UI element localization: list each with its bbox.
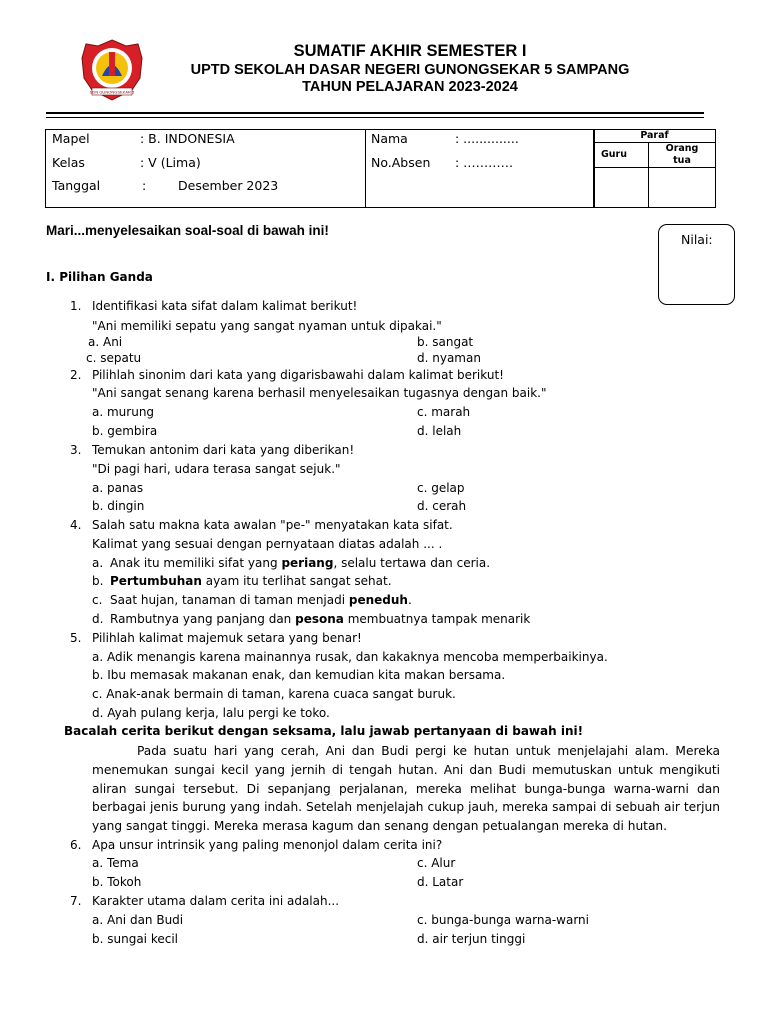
q7-option-a: a. Ani dan Budi <box>92 913 184 927</box>
noabsen-label: No.Absen <box>371 155 431 170</box>
q4-option-d-pre: Rambutnya yang panjang dan <box>110 612 296 626</box>
school-name: UPTD SEKOLAH DASAR NEGERI GUNONGSEKAR 5 SAMPANG <box>190 62 630 78</box>
story-paragraph: Pada suatu hari yang cerah, Ani dan Budi pergi ke hutan untuk menjelajahi alam. Mereka menemukan sungai kecil yang jernih di tengah hutan. Ani dan Budi memutuskan untuk mengikuti aliran sungai tersebut. Di sepanjang perjalanan, mereka melihat bunga-bunga warna-warni dan berbagai jenis burung yang indah. Setelah menjelajah cukup jauh, mereka sampai di sebuah air terjun yang sangat tinggi. Mereka merasa kagum dan senang dengan petualangan mereka di hutan. <box>92 744 720 834</box>
q5-option-d: d. Ayah pulang kerja, lalu pergi ke toko. <box>92 706 330 720</box>
q1-text: Identifikasi kata sifat dalam kalimat berikut! <box>92 299 358 313</box>
q5-number: 5. <box>70 631 82 645</box>
q2-option-c: c. marah <box>417 405 471 419</box>
q1-option-a: a. Ani <box>88 335 123 349</box>
q3-quote: "Di pagi hari, udara terasa sangat sejuk." <box>92 462 341 476</box>
q6-option-c: c. Alur <box>417 856 456 870</box>
q4-option-d <box>110 612 530 626</box>
mapel-label: Mapel <box>52 131 90 146</box>
q4-option-d-post: membuatnya tampak menarik <box>343 612 531 626</box>
paraf-guru: Guru <box>600 149 627 160</box>
nama-label: Nama <box>371 131 408 146</box>
logo-banner-text: SDN GUNONGSEKAR 5 <box>89 89 135 95</box>
paraf-header: Paraf <box>640 130 669 141</box>
q4-option-b-post: ayam itu terlihat sangat sehat. <box>201 574 392 588</box>
q4-option-d-letter: d. <box>92 612 104 626</box>
paraf-row-line <box>594 167 715 168</box>
paraf-tua: tua <box>673 155 691 166</box>
reading-instruction: Bacalah cerita berikut dengan seksama, lalu jawab pertanyaan di bawah ini! <box>64 724 584 738</box>
tanggal-value: Desember 2023 <box>178 178 279 193</box>
tanggal-colon: : <box>142 178 147 193</box>
q4-option-a-pre: Anak itu memiliki sifat yang <box>110 556 282 570</box>
q4-option-c-bold: peneduh <box>348 593 408 607</box>
q7-option-c: c. bunga-bunga warna-warni <box>417 913 589 927</box>
kelas-label: Kelas <box>52 155 85 170</box>
kelas-value: : V (Lima) <box>140 155 201 170</box>
q7-text: Karakter utama dalam cerita ini adalah... <box>92 894 340 908</box>
q5-option-b: b. Ibu memasak makanan enak, dan kemudian kita makan bersama. <box>92 668 506 682</box>
q3-number: 3. <box>70 443 82 457</box>
q4-option-c <box>110 593 412 607</box>
q2-text: Pilihlah sinonim dari kata yang digarisbawahi dalam kalimat berikut! <box>92 368 504 382</box>
q3-option-b: b. dingin <box>92 499 145 513</box>
q4-option-c-letter: c. <box>92 593 103 607</box>
q6-option-b: b. Tokoh <box>92 875 142 889</box>
q4-option-a-letter: a. <box>92 556 104 570</box>
q4-option-b-bold: Pertumbuhan <box>110 574 202 588</box>
q4-option-b-letter: b. <box>92 574 104 588</box>
q5-option-c: c. Anak-anak bermain di taman, karena cuaca sangat buruk. <box>92 687 456 701</box>
exam-title: SUMATIF AKHIR SEMESTER I <box>293 42 527 60</box>
q1-option-d: d. nyaman <box>417 351 481 365</box>
q3-option-a: a. panas <box>92 481 144 495</box>
q4-option-b <box>110 574 392 588</box>
q4-option-a <box>110 556 490 570</box>
tanggal-label: Tanggal <box>52 178 101 193</box>
q7-option-d: d. air terjun tinggi <box>417 932 526 946</box>
q5-text: Pilihlah kalimat majemuk setara yang benar! <box>92 631 362 645</box>
q4-option-c-pre: Saat hujan, tanaman di taman menjadi <box>110 593 349 607</box>
section-pilihan-ganda: I. Pilihan Ganda <box>46 270 153 284</box>
q4-option-c-post: . <box>407 593 412 607</box>
q2-quote: "Ani sangat senang karena berhasil menyelesaikan tugasnya dengan baik." <box>92 386 547 400</box>
q3-text: Temukan antonim dari kata yang diberikan! <box>92 443 355 457</box>
q1-number: 1. <box>70 299 82 313</box>
q4-option-a-bold: periang <box>281 556 334 570</box>
q4-number: 4. <box>70 518 82 532</box>
q1-option-b: b. sangat <box>417 335 474 349</box>
q4-option-d-bold: pesona <box>295 612 344 626</box>
q6-text: Apa unsur intrinsik yang paling menonjol dalam cerita ini? <box>92 838 443 852</box>
q6-option-a: a. Tema <box>92 856 139 870</box>
q2-option-a: a. murung <box>92 405 155 419</box>
nama-value: : .............. <box>455 131 519 146</box>
q1-quote: "Ani memiliki sepatu yang sangat nyaman untuk dipakai." <box>92 319 442 333</box>
paraf-orang: Orang <box>665 143 699 154</box>
q2-option-d: d. lelah <box>417 424 462 438</box>
q3-option-d: d. cerah <box>417 499 467 513</box>
mapel-value: : B. INDONESIA <box>140 131 235 146</box>
q5-option-a: a. Adik menangis karena mainannya rusak, dan kakaknya mencoba memperbaikinya. <box>92 650 608 664</box>
nilai-label: Nilai: <box>681 232 713 247</box>
info-table-divider <box>365 129 366 207</box>
header-divider-thick <box>46 112 704 114</box>
q1-option-c: c. sepatu <box>86 351 142 365</box>
school-logo <box>78 38 146 102</box>
q3-option-c: c. gelap <box>417 481 465 495</box>
q4-text-2: Kalimat yang sesuai dengan pernyataan diatas adalah ... . <box>92 537 443 551</box>
q2-number: 2. <box>70 368 82 382</box>
q6-option-d: d. Latar <box>417 875 464 889</box>
q4-text: Salah satu makna kata awalan "pe-" menyatakan kata sifat. <box>92 518 453 532</box>
noabsen-value: : ………… <box>455 155 514 170</box>
header-divider-thin <box>46 117 704 118</box>
q6-number: 6. <box>70 838 82 852</box>
q7-number: 7. <box>70 894 82 908</box>
q2-option-b: b. gembira <box>92 424 158 438</box>
school-year: TAHUN PELAJARAN 2023-2024 <box>302 79 518 95</box>
q4-option-a-post: , selalu tertawa dan ceria. <box>333 556 491 570</box>
q7-option-b: b. sungai kecil <box>92 932 178 946</box>
intro-instruction: Mari...menyelesaikan soal-soal di bawah ini! <box>46 223 329 238</box>
